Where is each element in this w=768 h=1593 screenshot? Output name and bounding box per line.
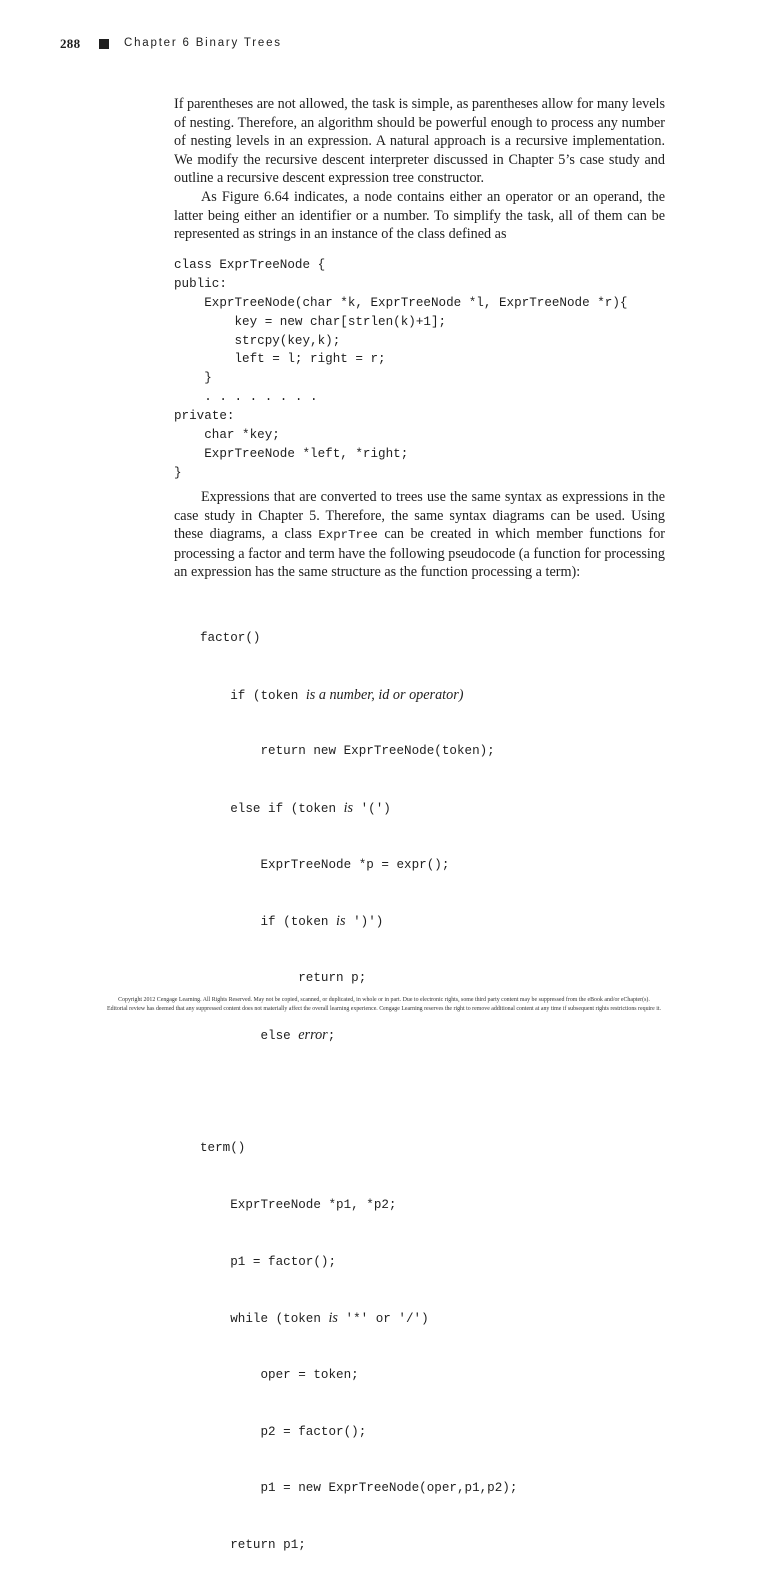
pseudo-code: p1 = factor(); <box>200 1254 337 1269</box>
pseudo-code: factor() <box>200 630 261 645</box>
pseudo-line <box>200 1479 517 1498</box>
pseudo-italic: is a number, id or operator) <box>305 686 464 703</box>
class-code-block <box>174 256 627 483</box>
pseudo-line <box>200 912 517 931</box>
code-line: private: <box>174 409 235 424</box>
copyright-line-2: Editorial review has deemed that any suppressed content does not materially affect the overall learning experience. Cengage Learning reserves the right to remove additional content at any time if subsequent rights restrictions require it. <box>107 1006 661 1013</box>
pseudocode-block <box>200 591 517 1593</box>
pseudo-italic: is <box>343 799 354 816</box>
code-line: ExprTreeNode *left, *right; <box>174 446 409 461</box>
pseudo-italic: is <box>328 1310 338 1327</box>
inline-code-exprtree: ExprTree <box>318 528 378 542</box>
pseudo-blank-line <box>200 1082 517 1101</box>
pseudo-line <box>200 1196 517 1215</box>
pseudo-code: return p; <box>200 971 367 986</box>
pseudo-line <box>200 1536 517 1555</box>
pseudo-code: '(') <box>353 801 391 816</box>
pseudo-code: ExprTreeNode *p1, *p2; <box>200 1197 397 1212</box>
pseudo-italic: error <box>298 1026 328 1043</box>
code-line: } <box>174 371 212 386</box>
pseudo-line <box>200 1366 517 1385</box>
paragraph-figure-ref: As Figure 6.64 indicates, a node contains either an operator or an operand, the latter being either an identifier or a number. To simplify the task, all of them can be represented as strings in an instance of the class defined as <box>174 189 665 242</box>
paragraph-syntax <box>174 488 665 582</box>
page-number: 288 <box>60 36 81 51</box>
code-line: key = new char[strlen(k)+1]; <box>174 314 447 329</box>
pseudo-code: term() <box>200 1141 246 1156</box>
code-line: class ExprTreeNode { <box>174 258 326 272</box>
paragraph-intro: If parentheses are not allowed, the task is simple, as parentheses allow for many levels of nesting. Therefore, an algorithm should be powerful enough to process any number of nesting levels in an expression. A natural approach is a recursive implementation. We modify the recursive descent interpreter discussed in Chapter 5’s case study and outline a recursive descent expression tree constructor. <box>174 96 665 186</box>
pseudo-code: return new ExprTreeNode(token); <box>200 744 495 759</box>
pseudo-code: else if (token <box>200 801 344 816</box>
pseudo-line <box>200 1309 517 1328</box>
code-line: char *key; <box>174 428 280 443</box>
pseudo-line <box>200 1423 517 1442</box>
chapter-title: Chapter 6 Binary Trees <box>124 37 282 49</box>
pseudo-code: else <box>200 1028 299 1043</box>
code-line: . . . . . . . . <box>174 390 318 405</box>
code-line: ExprTreeNode(char *k, ExprTreeNode *l, ExprTreeNode *r){ <box>174 295 628 310</box>
paragraph-syntax-text-b: can be created in which member functions for processing a factor and term have the following pseudocode (a function for processing an expression has the same structure as the function processing a term): <box>174 526 666 580</box>
pseudo-code: while (token <box>200 1312 329 1327</box>
copyright-footer <box>20 996 748 1014</box>
pseudo-code: if (token <box>200 915 337 930</box>
pseudo-code: ; <box>327 1028 336 1043</box>
code-line: } <box>174 465 182 480</box>
copyright-line-1: Copyright 2012 Cengage Learning. All Rights Reserved. May not be copied, scanned, or duplicated, in whole or in part. Due to electronic rights, some third party content may be suppressed from the eBook and/or eChapter(s). <box>118 997 650 1003</box>
pseudo-line <box>200 969 517 988</box>
paragraph-syntax-text-a: Expressions that are converted to trees use the same syntax as expressions in the case study in Chapter 5. Therefore, the same syntax diagrams can be used. Using these diagrams, a class <box>174 489 665 542</box>
pseudo-code: p2 = factor(); <box>200 1424 367 1439</box>
pseudo-line <box>200 686 517 705</box>
header-square-bullet <box>99 39 109 49</box>
pseudo-code: ')') <box>345 915 384 930</box>
pseudo-line <box>200 629 517 648</box>
code-line: public: <box>174 276 227 291</box>
pseudo-code: '*' or '/') <box>337 1312 429 1327</box>
pseudo-line <box>200 1026 517 1045</box>
pseudo-code: if (token <box>200 688 306 703</box>
pseudo-code: return p1; <box>200 1538 306 1553</box>
code-line: left = l; right = r; <box>174 352 386 367</box>
pseudo-code: oper = token; <box>200 1367 359 1382</box>
pseudo-line <box>200 1253 517 1272</box>
pseudo-line <box>200 1139 517 1158</box>
pseudo-line <box>200 742 517 761</box>
pseudo-code: p1 = new ExprTreeNode(oper,p1,p2); <box>200 1481 518 1496</box>
pseudo-line <box>200 856 517 875</box>
code-line: strcpy(key,k); <box>174 333 341 348</box>
pseudo-line <box>200 799 517 818</box>
pseudo-italic: is <box>336 913 346 930</box>
pseudo-code: ExprTreeNode *p = expr(); <box>200 857 450 872</box>
